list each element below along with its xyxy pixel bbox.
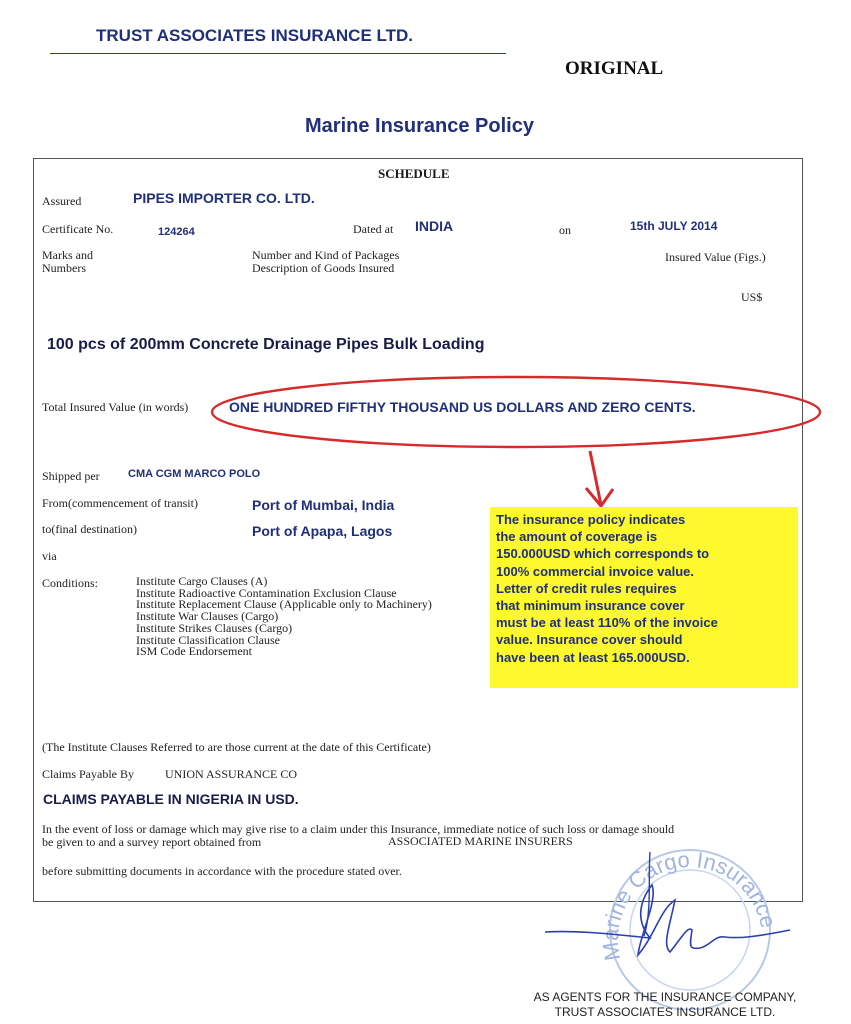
claims-label: Claims Payable By	[42, 767, 134, 781]
institute-note: (The Institute Clauses Referred to are those current at the date of this Certificate)	[42, 740, 431, 754]
condition-item: Institute Strikes Clauses (Cargo)	[136, 620, 293, 635]
to-port: Port of Apapa, Lagos	[252, 523, 393, 539]
loss-notice-line-1: In the event of loss or damage which may give rise to a claim under this Insurance, immediate notice of such loss or damage should	[42, 822, 675, 836]
condition-item: Institute Replacement Clause (Applicable only to Machinery)	[136, 597, 432, 612]
from-port: Port of Mumbai, India	[252, 497, 395, 513]
agent-line-1: AS AGENTS FOR THE INSURANCE COMPANY,	[533, 990, 797, 1004]
from-label: From(commencement of transit)	[42, 496, 198, 510]
red-ellipse-highlight	[212, 377, 820, 447]
condition-item: Institute Radioactive Contamination Exclusion Clause	[136, 585, 397, 600]
annotation-callout	[490, 507, 798, 688]
seal-text: Marine Cargo Insurance	[597, 846, 782, 963]
currency-label: US$	[741, 290, 763, 304]
condition-item: Institute Classification Clause	[136, 632, 280, 647]
shipped-label: Shipped per	[42, 469, 100, 483]
callout-line: the amount of coverage is	[496, 529, 658, 545]
certificate-number: 124264	[158, 226, 195, 238]
condition-item: ISM Code Endorsement	[136, 644, 252, 659]
goods-description: 100 pcs of 200mm Concrete Drainage Pipes Bulk Loading	[47, 336, 485, 353]
company-name: TRUST ASSOCIATES INSURANCE LTD.	[96, 26, 414, 45]
packages-label: Number and Kind of Packages Description of Goods Insured	[252, 248, 400, 275]
callout-line: The insurance policy indicates	[496, 512, 686, 527]
claims-note: CLAIMS PAYABLE IN NIGERIA IN USD.	[43, 791, 299, 807]
callout-line: that minimum insurance cover	[496, 598, 685, 614]
vessel-name: CMA CGM MARCO POLO	[128, 468, 261, 480]
conditions-list	[136, 576, 432, 658]
on-label: on	[559, 223, 571, 237]
original-copy-label: ORIGINAL	[565, 58, 664, 79]
callout-line: Letter of credit rules requires	[496, 580, 677, 596]
page-title: Marine Insurance Policy	[305, 115, 534, 137]
assured-value: PIPES IMPORTER CO. LTD.	[133, 190, 315, 206]
loss-notice-line-2: be given to and a survey report obtained from	[42, 835, 262, 849]
insured-value-label: Insured Value (Figs.)	[665, 250, 766, 264]
via-label: via	[42, 549, 57, 563]
total-words-label: Total Insured Value (in words)	[42, 400, 189, 414]
company-seal	[540, 840, 800, 1010]
claims-payer: UNION ASSURANCE CO	[165, 767, 298, 781]
before-submitting-note: before submitting documents in accordance with the procedure stated over.	[42, 864, 402, 878]
certificate-label: Certificate No.	[42, 222, 114, 236]
schedule-heading: SCHEDULE	[378, 166, 450, 181]
condition-item: Institute War Clauses (Cargo)	[136, 609, 279, 624]
callout-line: have been at least 165.000USD.	[496, 649, 690, 665]
dated-label: Dated at	[353, 222, 394, 236]
callout-line: must be at least 110% of the invoice	[496, 615, 718, 631]
to-label: to(final destination)	[42, 522, 137, 536]
policy-date: 15th JULY 2014	[630, 219, 718, 233]
seal-inner-ring	[630, 870, 750, 990]
dated-value: INDIA	[415, 218, 454, 234]
condition-item: Institute Cargo Clauses (A)	[136, 574, 268, 588]
callout-line: 100% commercial invoice value.	[496, 563, 694, 579]
agent-line-2: TRUST ASSOCIATES INSURANCE LTD.	[554, 1005, 776, 1019]
surveyor-name: ASSOCIATED MARINE INSURERS	[388, 834, 573, 848]
marks-label: Marks and Numbers	[42, 248, 93, 275]
callout-line: 150.000USD which corresponds to	[496, 546, 710, 562]
assured-label: Assured	[42, 194, 82, 208]
total-words-value: ONE HUNDRED FIFTHY THOUSAND US DOLLARS AND ZERO CENTS.	[229, 399, 696, 415]
conditions-label: Conditions:	[42, 576, 99, 590]
callout-line: value. Insurance cover should	[496, 632, 683, 648]
